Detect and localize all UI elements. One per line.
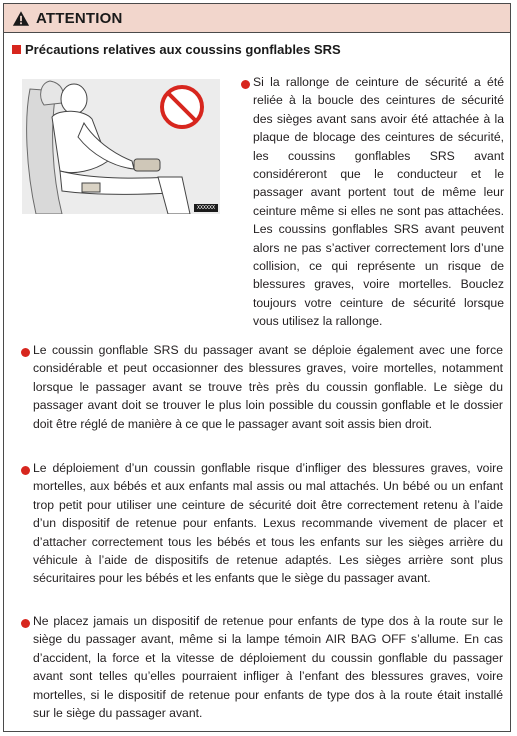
attention-header bbox=[4, 4, 510, 33]
paragraph-children: Le déploiement d’un coussin gonflable risque d’infliger des blessures graves, voire mortelles, aux bébés et aux enfants mal assis ou mal attachés. Un bébé ou un enfant trop petit pour utiliser une ceinture de sécurité doit être correctement retenu à l’aide d’un dispositif de retenue pour enfants. Lexus recommande vivement de placer et d’attacher correctement tous les bébés et tous les enfants sur les sièges arrière du véhicule à l’aide de dispositifs de retenue adaptés. Les sièges arrière sont plus sécuritaires pour les bébés et les enfants que le siège du passager avant. bbox=[33, 461, 503, 586]
seated-person-illustration bbox=[22, 79, 220, 214]
seatbelt-illustration bbox=[22, 79, 220, 214]
bullet-icon bbox=[21, 619, 30, 628]
section-title-text: Précautions relatives aux coussins gonflables SRS bbox=[25, 42, 341, 57]
paragraph-rear-facing: Ne placez jamais un dispositif de retenue pour enfants de type dos à la route sur le siège du passager avant, même si la lampe témoin AIR BAG OFF s’allume. En cas d’accident, la force et la vitesse de déploiement du coussin gonflable du passager avant sont telles qu’elles pourraient infliger à l’enfant des blessures graves, voire mortelles, si le dispositif de retenue pour enfants de type dos à la route était installé sur le siège du passager avant. bbox=[33, 614, 503, 721]
warning-icon bbox=[12, 10, 30, 27]
red-square-icon bbox=[12, 45, 21, 54]
bullet-icon bbox=[241, 80, 250, 89]
bullet-icon bbox=[21, 466, 30, 475]
bullet-icon bbox=[21, 348, 30, 357]
section-heading bbox=[12, 42, 341, 57]
paragraph-extender: Si la rallonge de ceinture de sécurité a été reliée à la boucle des ceintures de sécurité des sièges avant sans avoir été attachée à la plaque de blocage des ceintures de sécurité, les coussins gonflables SRS avant considéreront que le conducteur et le passager avant portent tout de même leur ceinture même si elles ne sont pas attachées. Les coussins gonflables SRS avant peuvent alors ne pas s’activer correctement lors d’une collision, ce qui représente un risque de blessures graves, voire mortelles. Bouclez toujours votre ceinture de sécurité lorsque vous utilisez la rallonge. bbox=[253, 75, 504, 329]
illustration-code: XXXXXX bbox=[194, 204, 218, 212]
attention-title: ATTENTION bbox=[36, 9, 123, 27]
attention-box bbox=[3, 3, 511, 732]
paragraph-passenger-airbag: Le coussin gonflable SRS du passager avant se déploie également avec une force considérable et peut occasionner des blessures graves, voire mortelles, notamment lorsque le passager avant se trouve très près du coussin gonflable. Le siège du passager avant doit se trouver le plus loin possible du coussin gonflable et le dossier doit être réglé de manière à ce que le passager avant soit assis bien droit. bbox=[33, 343, 503, 431]
